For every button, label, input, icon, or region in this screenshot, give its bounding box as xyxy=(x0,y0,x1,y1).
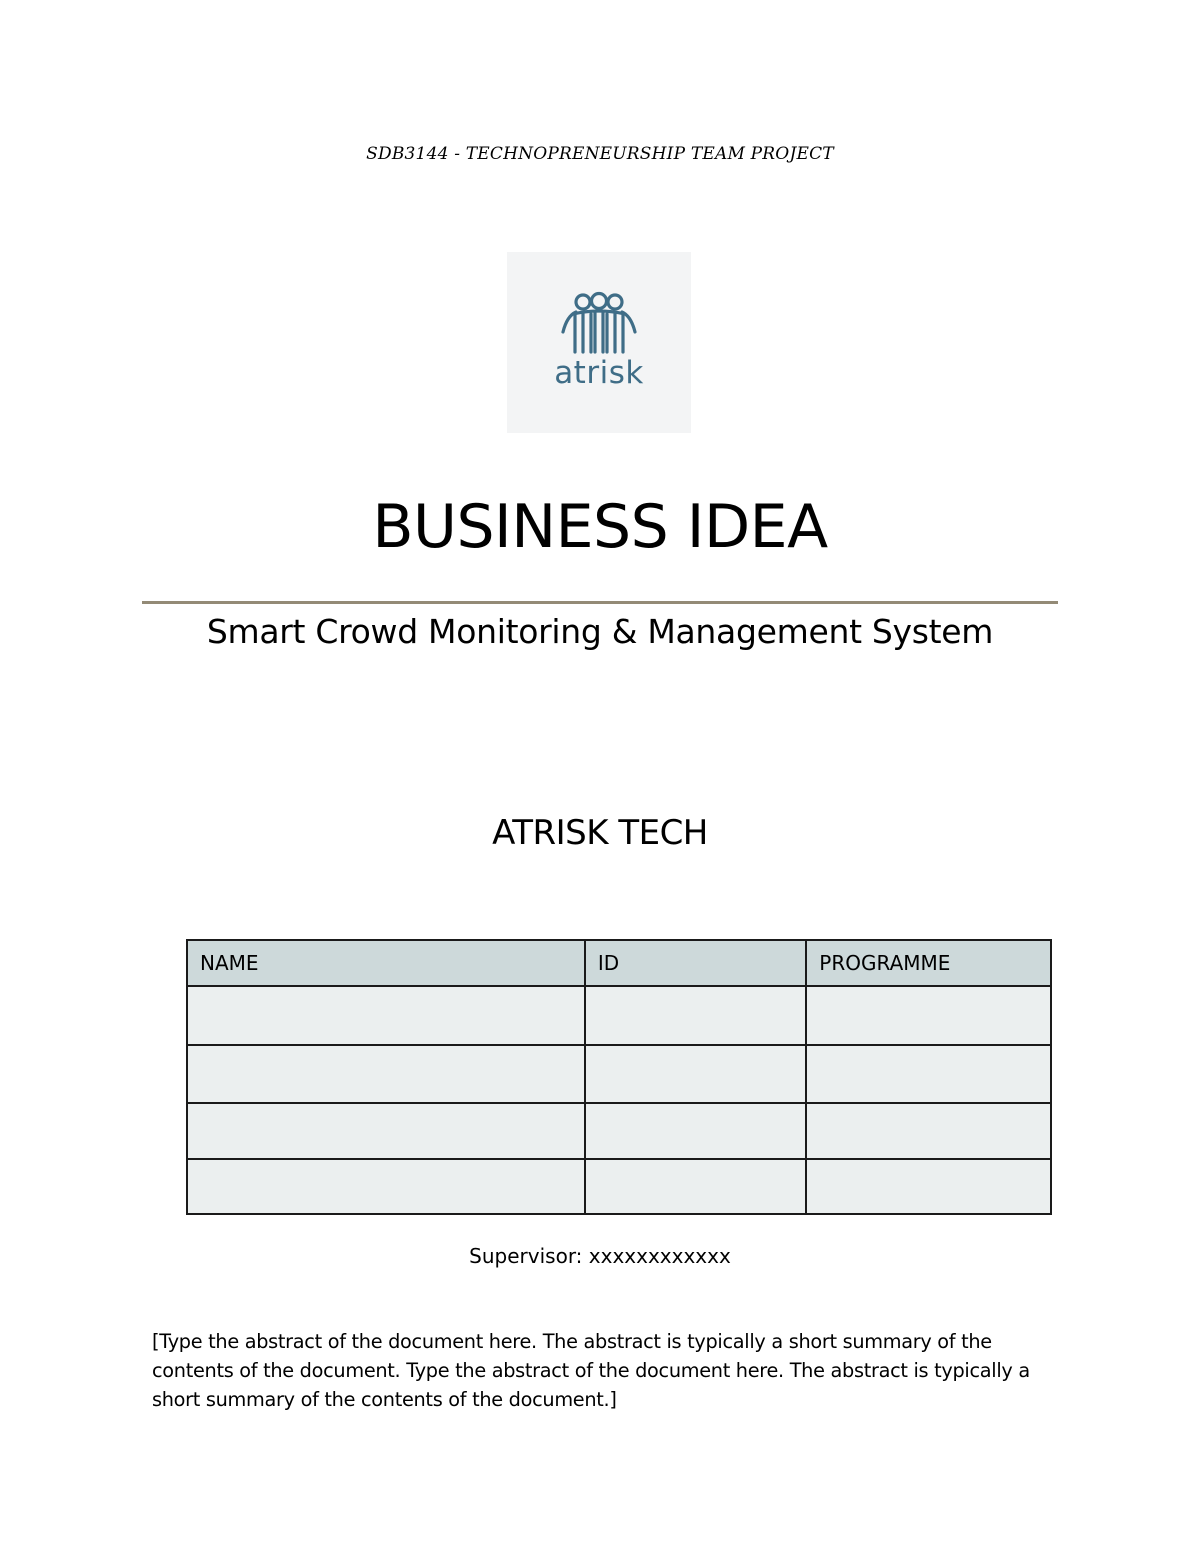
document-title: BUSINESS IDEA xyxy=(372,492,828,562)
table-cell[interactable] xyxy=(187,1103,585,1159)
document-subtitle: Smart Crowd Monitoring & Management System xyxy=(206,612,994,651)
column-header-programme: PROGRAMME xyxy=(806,940,1051,986)
table-cell[interactable] xyxy=(806,986,1051,1045)
table-row xyxy=(187,1103,1051,1159)
logo-wordmark: atrisk xyxy=(554,355,644,391)
table-cell[interactable] xyxy=(187,1159,585,1214)
team-name: ATRISK TECH xyxy=(492,813,708,853)
table-cell[interactable] xyxy=(806,1103,1051,1159)
table-cell[interactable] xyxy=(585,1159,806,1214)
table-row xyxy=(187,986,1051,1045)
table-row xyxy=(187,1159,1051,1214)
title-divider xyxy=(142,601,1058,604)
table-cell[interactable] xyxy=(585,1045,806,1103)
table-cell[interactable] xyxy=(806,1045,1051,1103)
supervisor-line: Supervisor: xxxxxxxxxxxx xyxy=(469,1244,731,1268)
table-header-row xyxy=(187,940,1051,986)
members-table xyxy=(186,939,1052,1215)
table-cell[interactable] xyxy=(806,1159,1051,1214)
abstract-paragraph[interactable]: [Type the abstract of the document here. The abstract is typically a short summary of the contents of the document. Type the abstract of the document here. The abstract is typically a short summary of the contents of the document.] xyxy=(152,1330,1030,1411)
column-header-id: ID xyxy=(585,940,806,986)
column-header-name: NAME xyxy=(187,940,585,986)
company-logo xyxy=(507,252,691,433)
table-cell[interactable] xyxy=(585,986,806,1045)
table-cell[interactable] xyxy=(187,1045,585,1103)
three-people-icon xyxy=(507,252,691,362)
table-cell[interactable] xyxy=(585,1103,806,1159)
table-row xyxy=(187,1045,1051,1103)
course-header: SDB3144 - TECHNOPRENEURSHIP TEAM PROJECT xyxy=(366,144,834,164)
table-cell[interactable] xyxy=(187,986,585,1045)
